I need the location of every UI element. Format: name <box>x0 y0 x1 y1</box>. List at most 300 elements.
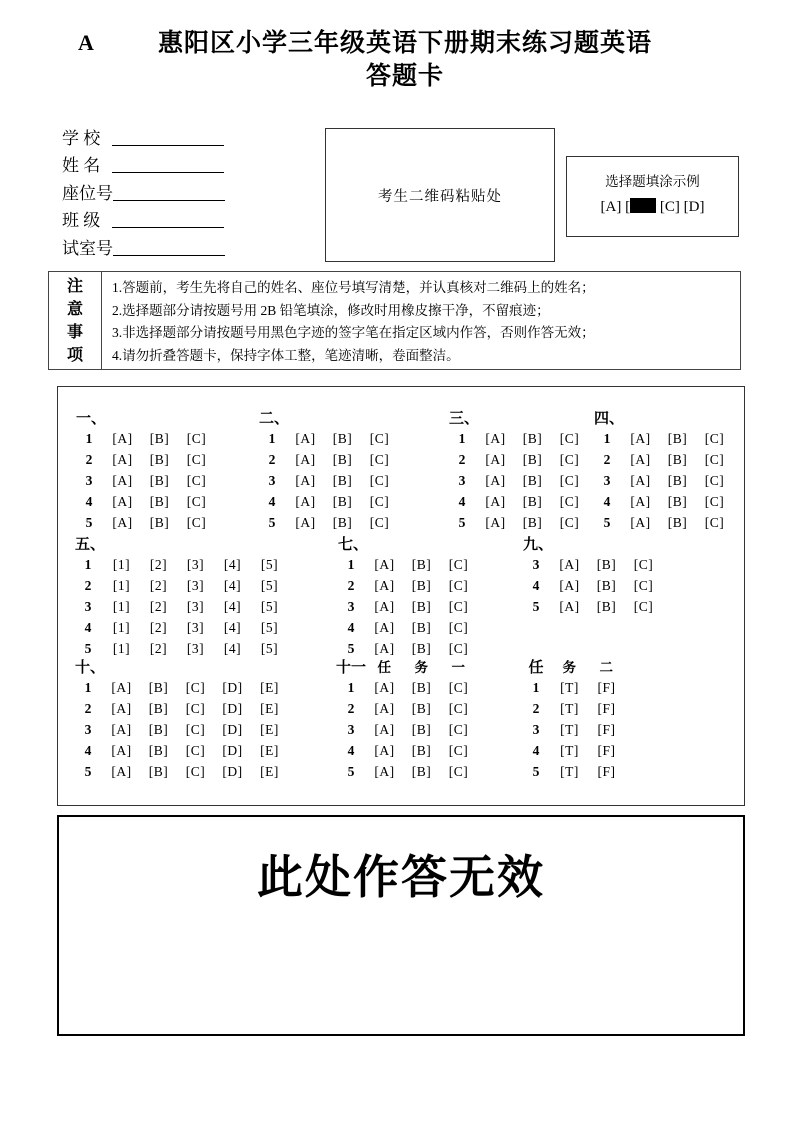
option-bubble: [C] <box>369 514 390 530</box>
option-bubble: [B] <box>148 742 169 758</box>
option-bubble: [3] <box>186 577 205 593</box>
option-bubble: [C] <box>559 493 580 509</box>
answer-section-yi <box>74 406 215 533</box>
option-bubble: [B] <box>149 472 170 488</box>
question-number: 5 <box>84 763 92 779</box>
notice-item: 2.选择题部分请按题号用 2B 铅笔填涂，修改时用橡皮擦干净，不留痕迹； <box>112 302 550 318</box>
option-bubble: [A] <box>374 700 395 716</box>
option-bubble: [5] <box>260 556 279 572</box>
option-bubble: [2] <box>149 556 168 572</box>
answer-row <box>73 740 288 761</box>
notice-item: 1.答题前，考生先将自己的姓名、座位号填写清楚，并认真核对二维码上的姓名； <box>112 280 595 295</box>
example-options-before: [A] [ <box>600 199 631 215</box>
answer-row <box>447 491 588 512</box>
option-bubble: [A] <box>374 556 395 572</box>
option-bubble: [A] <box>559 598 580 614</box>
option-bubble: [A] <box>111 763 132 779</box>
option-bubble: [B] <box>667 514 688 530</box>
answer-row <box>592 428 733 449</box>
question-number: 4 <box>532 742 540 758</box>
question-number: 1 <box>458 430 466 446</box>
option-bubble: [C] <box>186 472 207 488</box>
option-bubble: [T] <box>560 763 579 779</box>
question-number: 5 <box>84 640 92 656</box>
answer-row <box>521 719 625 740</box>
option-bubble: [B] <box>332 451 353 467</box>
question-number: 1 <box>84 556 92 572</box>
answer-row <box>74 449 215 470</box>
student-field <box>62 204 225 232</box>
option-bubble: [B] <box>596 556 617 572</box>
option-bubble: [C] <box>186 451 207 467</box>
answer-row <box>521 554 662 575</box>
answer-row <box>74 491 215 512</box>
student-field <box>62 121 225 149</box>
question-number: 2 <box>85 451 93 467</box>
option-bubble: [T] <box>560 700 579 716</box>
answer-row <box>336 740 477 761</box>
question-number: 2 <box>84 700 92 716</box>
answer-row <box>521 596 662 617</box>
answer-row <box>592 470 733 491</box>
answer-row <box>521 575 662 596</box>
option-bubble: [C] <box>186 430 207 446</box>
question-number: 3 <box>532 556 540 572</box>
option-bubble: [3] <box>186 598 205 614</box>
answer-row <box>257 491 398 512</box>
option-bubble: [4] <box>223 556 242 572</box>
option-bubble: [A] <box>295 472 316 488</box>
option-bubble: [C] <box>448 598 469 614</box>
option-bubble: [B] <box>667 472 688 488</box>
option-bubble: [A] <box>485 451 506 467</box>
option-bubble: [C] <box>448 742 469 758</box>
section-header-cell: 一 <box>451 660 466 675</box>
option-bubble: [B] <box>332 514 353 530</box>
student-field <box>62 231 225 259</box>
section-header-row <box>257 406 398 428</box>
section-header-row <box>592 406 733 428</box>
option-bubble: [5] <box>260 598 279 614</box>
option-bubble: [B] <box>522 430 543 446</box>
answer-row <box>336 677 477 698</box>
option-bubble: [A] <box>112 472 133 488</box>
option-bubble: [B] <box>667 493 688 509</box>
option-bubble: [C] <box>448 700 469 716</box>
option-bubble: [A] <box>630 514 651 530</box>
answer-row <box>447 470 588 491</box>
option-bubble: [B] <box>411 742 432 758</box>
option-bubble: [1] <box>112 598 131 614</box>
option-bubble: [A] <box>111 721 132 737</box>
answer-row <box>336 554 477 575</box>
option-bubble: [C] <box>704 493 725 509</box>
option-bubble: [B] <box>149 430 170 446</box>
question-number: 1 <box>532 679 540 695</box>
option-bubble: [A] <box>630 451 651 467</box>
section-header-cell: 七、 <box>338 535 369 553</box>
option-bubble: [1] <box>112 619 131 635</box>
option-bubble: [C] <box>185 679 206 695</box>
notice-items <box>102 272 740 369</box>
option-bubble: [B] <box>148 700 169 716</box>
option-bubble: [C] <box>559 430 580 446</box>
question-number: 4 <box>347 619 355 635</box>
answer-row <box>257 428 398 449</box>
question-number: 5 <box>347 763 355 779</box>
question-number: 1 <box>347 556 355 572</box>
section-header-row <box>521 655 625 677</box>
option-bubble: [B] <box>667 451 688 467</box>
question-number: 1 <box>84 679 92 695</box>
option-bubble: [B] <box>522 472 543 488</box>
question-number: 5 <box>603 514 611 530</box>
question-number: 3 <box>603 472 611 488</box>
option-bubble: [1] <box>112 556 131 572</box>
question-number: 1 <box>603 430 611 446</box>
option-bubble: [A] <box>485 472 506 488</box>
option-bubble: [T] <box>560 742 579 758</box>
question-number: 2 <box>347 577 355 593</box>
option-bubble: [2] <box>149 598 168 614</box>
field-underline <box>112 118 224 146</box>
option-bubble: [A] <box>374 763 395 779</box>
title-line-1: 惠阳区小学三年级英语下册期末练习题英语 <box>157 29 652 57</box>
option-bubble: [B] <box>667 430 688 446</box>
question-number: 3 <box>458 472 466 488</box>
answer-row <box>73 677 288 698</box>
answer-grid <box>57 386 745 806</box>
option-bubble: [A] <box>374 679 395 695</box>
answer-row <box>74 428 215 449</box>
option-bubble: [B] <box>149 514 170 530</box>
option-bubble: [C] <box>369 472 390 488</box>
question-number: 5 <box>85 514 93 530</box>
invalid-area-label: 此处作答无效 <box>257 851 545 903</box>
question-number: 4 <box>603 493 611 509</box>
answer-section-renwu-2 <box>521 655 625 782</box>
qr-code-paste-box <box>325 128 555 262</box>
answer-row <box>521 677 625 698</box>
option-bubble: [A] <box>374 640 395 656</box>
answer-row <box>447 428 588 449</box>
option-bubble: [4] <box>223 598 242 614</box>
option-bubble: [D] <box>222 700 243 716</box>
answer-row <box>73 575 288 596</box>
section-header-cell: 二、 <box>259 409 290 427</box>
question-number: 4 <box>532 577 540 593</box>
section-header-row <box>336 655 477 677</box>
answer-row <box>336 761 477 782</box>
answer-row <box>592 449 733 470</box>
option-bubble: [C] <box>704 430 725 446</box>
field-label: 学 校 <box>62 128 101 148</box>
answer-row <box>73 617 288 638</box>
question-number: 3 <box>347 598 355 614</box>
answer-row <box>336 596 477 617</box>
option-bubble: [3] <box>186 619 205 635</box>
option-bubble: [B] <box>522 451 543 467</box>
section-header-row <box>73 532 288 554</box>
section-header-cell: 务 <box>414 660 429 675</box>
section-header-cell: 一、 <box>76 409 107 427</box>
option-bubble: [A] <box>111 700 132 716</box>
option-bubble: [5] <box>260 640 279 656</box>
notice-side-char: 意 <box>66 300 83 318</box>
option-bubble: [C] <box>448 679 469 695</box>
section-header-cell: 务 <box>562 660 577 675</box>
option-bubble: [C] <box>559 451 580 467</box>
option-bubble: [C] <box>369 430 390 446</box>
answer-row <box>336 575 477 596</box>
option-bubble: [A] <box>559 577 580 593</box>
option-bubble: [A] <box>111 742 132 758</box>
question-number: 2 <box>268 451 276 467</box>
question-number: 3 <box>84 721 92 737</box>
section-header-cell: 任 <box>377 660 392 675</box>
question-number: 3 <box>84 598 92 614</box>
option-bubble: [C] <box>369 451 390 467</box>
answer-section-wu <box>73 532 288 659</box>
qr-box-label: 考生二维码粘贴处 <box>378 188 502 205</box>
option-bubble: [B] <box>522 514 543 530</box>
section-header-row <box>73 655 288 677</box>
student-fields <box>62 121 225 259</box>
fill-example-options <box>567 198 738 216</box>
question-number: 3 <box>268 472 276 488</box>
section-header-row <box>74 406 215 428</box>
fill-example-title: 选择题填涂示例 <box>605 174 700 189</box>
notice-side-char: 事 <box>66 323 83 341</box>
answer-row <box>447 449 588 470</box>
answer-row <box>592 512 733 533</box>
option-bubble: [F] <box>597 679 616 695</box>
question-number: 4 <box>347 742 355 758</box>
option-bubble: [B] <box>411 721 432 737</box>
field-label: 姓 名 <box>62 156 101 175</box>
option-bubble: [A] <box>374 742 395 758</box>
option-bubble: [A] <box>374 619 395 635</box>
option-bubble: [C] <box>448 556 469 572</box>
answer-row <box>73 761 288 782</box>
option-bubble: [C] <box>448 619 469 635</box>
filled-option-block <box>630 198 656 213</box>
option-bubble: [A] <box>112 514 133 530</box>
option-bubble: [C] <box>448 640 469 656</box>
option-bubble: [A] <box>374 598 395 614</box>
option-bubble: [C] <box>559 514 580 530</box>
option-bubble: [A] <box>112 430 133 446</box>
option-bubble: [5] <box>260 577 279 593</box>
option-bubble: [A] <box>630 430 651 446</box>
answer-row <box>592 491 733 512</box>
question-number: 2 <box>458 451 466 467</box>
option-bubble: [C] <box>185 763 206 779</box>
answer-section-shi <box>73 655 288 782</box>
option-bubble: [T] <box>560 679 579 695</box>
option-bubble: [A] <box>295 451 316 467</box>
answer-row <box>73 698 288 719</box>
field-underline <box>113 228 225 256</box>
option-bubble: [C] <box>369 493 390 509</box>
option-bubble: [C] <box>186 493 207 509</box>
answer-row <box>73 719 288 740</box>
option-bubble: [B] <box>411 763 432 779</box>
question-number: 4 <box>84 742 92 758</box>
option-bubble: [C] <box>448 577 469 593</box>
question-number: 4 <box>458 493 466 509</box>
answer-row <box>521 761 625 782</box>
answer-row <box>73 554 288 575</box>
example-options-after: [C] [D] <box>656 199 705 215</box>
option-bubble: [E] <box>260 679 279 695</box>
section-header-row <box>447 406 588 428</box>
answer-row <box>521 698 625 719</box>
option-bubble: [D] <box>222 763 243 779</box>
option-bubble: [C] <box>559 472 580 488</box>
question-number: 2 <box>532 700 540 716</box>
option-bubble: [A] <box>485 514 506 530</box>
field-label: 班 级 <box>62 211 101 230</box>
question-number: 4 <box>268 493 276 509</box>
option-bubble: [B] <box>148 763 169 779</box>
option-bubble: [4] <box>223 640 242 656</box>
question-number: 5 <box>532 598 540 614</box>
option-bubble: [5] <box>260 619 279 635</box>
question-number: 2 <box>347 700 355 716</box>
option-bubble: [A] <box>485 430 506 446</box>
answer-row <box>74 470 215 491</box>
option-bubble: [A] <box>630 472 651 488</box>
field-label: 座位号 <box>62 183 113 203</box>
field-label: 试室号 <box>62 238 113 258</box>
option-bubble: [2] <box>149 640 168 656</box>
option-bubble: [1] <box>112 577 131 593</box>
option-bubble: [A] <box>485 493 506 509</box>
section-header-cell: 四、 <box>594 409 625 427</box>
question-number: 5 <box>532 763 540 779</box>
option-bubble: [B] <box>332 493 353 509</box>
option-bubble: [B] <box>411 556 432 572</box>
answer-section-er <box>257 406 398 533</box>
option-bubble: [A] <box>374 577 395 593</box>
question-number: 1 <box>268 430 276 446</box>
option-bubble: [A] <box>112 493 133 509</box>
option-bubble: [C] <box>633 556 654 572</box>
option-bubble: [E] <box>260 742 279 758</box>
question-number: 2 <box>603 451 611 467</box>
answer-row <box>73 596 288 617</box>
answer-row <box>336 719 477 740</box>
option-bubble: [T] <box>560 721 579 737</box>
option-bubble: [B] <box>411 619 432 635</box>
option-bubble: [4] <box>223 577 242 593</box>
option-bubble: [C] <box>448 721 469 737</box>
notice-item: 3.非选择题部分请按题号用黑色字迹的签字笔在指定区域内作答，否则作答无效； <box>112 325 595 340</box>
answer-section-qi <box>336 532 477 659</box>
option-bubble: [B] <box>149 493 170 509</box>
field-underline <box>113 173 225 201</box>
question-number: 5 <box>268 514 276 530</box>
option-bubble: [C] <box>704 472 725 488</box>
page-title <box>80 27 730 93</box>
title-line-2: 答题卡 <box>365 62 444 90</box>
option-bubble: [D] <box>222 742 243 758</box>
option-bubble: [B] <box>149 451 170 467</box>
option-bubble: [B] <box>148 721 169 737</box>
answer-row <box>521 740 625 761</box>
field-underline <box>112 146 224 174</box>
question-number: 3 <box>85 472 93 488</box>
option-bubble: [B] <box>411 577 432 593</box>
question-number: 3 <box>347 721 355 737</box>
option-bubble: [B] <box>522 493 543 509</box>
option-bubble: [B] <box>332 430 353 446</box>
option-bubble: [D] <box>222 721 243 737</box>
option-bubble: [B] <box>596 598 617 614</box>
section-header-cell: 九、 <box>523 535 554 553</box>
answer-row <box>74 512 215 533</box>
student-field <box>62 176 225 204</box>
option-bubble: [3] <box>186 640 205 656</box>
notice-side-label <box>49 272 102 369</box>
question-number: 1 <box>347 679 355 695</box>
option-bubble: [B] <box>148 679 169 695</box>
option-bubble: [A] <box>374 721 395 737</box>
answer-section-shiyi-renwu-1 <box>336 655 477 782</box>
answer-row <box>257 470 398 491</box>
answer-section-si <box>592 406 733 533</box>
answer-row <box>336 698 477 719</box>
section-header-row <box>521 532 662 554</box>
section-header-cell: 十、 <box>75 658 106 676</box>
option-bubble: [A] <box>295 493 316 509</box>
fill-example-box <box>566 156 739 237</box>
question-number: 5 <box>347 640 355 656</box>
answer-row <box>257 512 398 533</box>
option-bubble: [C] <box>633 577 654 593</box>
option-bubble: [E] <box>260 700 279 716</box>
option-bubble: [2] <box>149 577 168 593</box>
option-bubble: [2] <box>149 619 168 635</box>
notice-side-char: 注 <box>66 277 83 295</box>
field-underline <box>112 201 224 229</box>
option-bubble: [B] <box>411 700 432 716</box>
option-bubble: [C] <box>448 763 469 779</box>
option-bubble: [C] <box>633 598 654 614</box>
question-number: 3 <box>532 721 540 737</box>
option-bubble: [1] <box>112 640 131 656</box>
option-bubble: [F] <box>597 742 616 758</box>
option-bubble: [C] <box>704 451 725 467</box>
option-bubble: [F] <box>597 721 616 737</box>
option-bubble: [A] <box>559 556 580 572</box>
invalid-answer-area <box>57 815 745 1036</box>
option-bubble: [E] <box>260 721 279 737</box>
question-number: 5 <box>458 514 466 530</box>
option-bubble: [B] <box>411 679 432 695</box>
question-number: 2 <box>84 577 92 593</box>
student-field <box>62 149 225 177</box>
question-number: 4 <box>85 493 93 509</box>
section-header-cell: 五、 <box>75 535 106 553</box>
option-bubble: [B] <box>411 598 432 614</box>
option-bubble: [E] <box>260 763 279 779</box>
option-bubble: [A] <box>111 679 132 695</box>
option-bubble: [F] <box>597 700 616 716</box>
option-bubble: [C] <box>704 514 725 530</box>
section-header-row <box>336 532 477 554</box>
